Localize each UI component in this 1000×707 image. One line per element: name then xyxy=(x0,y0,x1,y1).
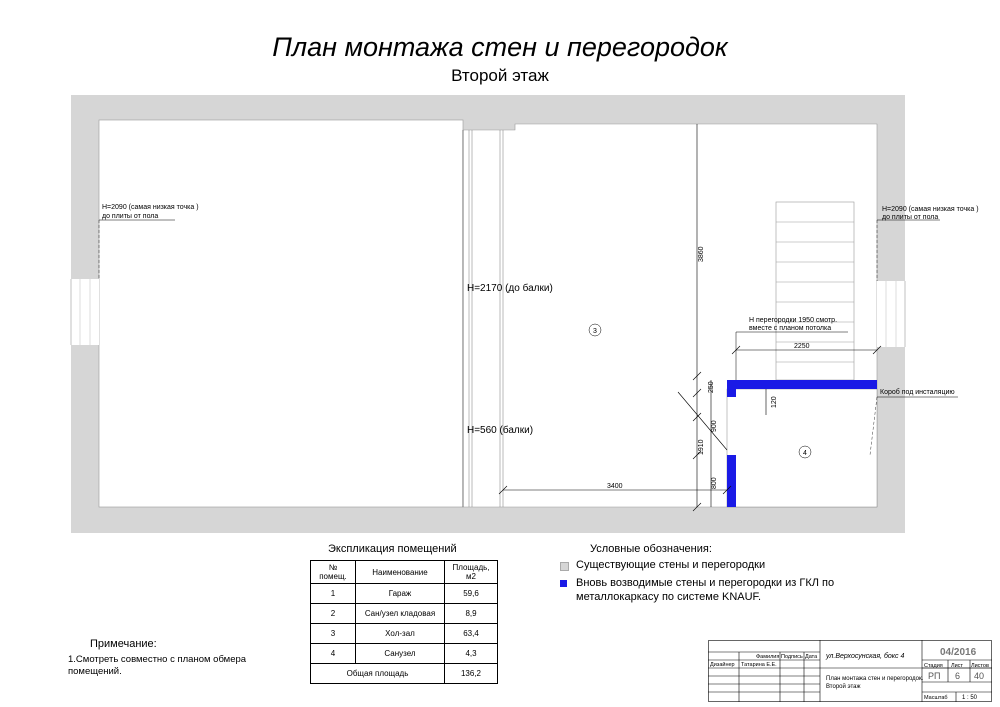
dim-900: 900 xyxy=(711,420,718,432)
beam-height-top: Н=2170 (до балки) xyxy=(467,283,553,294)
table-row: 1 Гараж 59,6 xyxy=(311,584,498,604)
dim-2250: 2250 xyxy=(794,343,810,350)
table-row: 4 Санузел 4,3 xyxy=(311,644,498,664)
note-left-line2: до плиты от пола xyxy=(102,213,159,220)
stamp-date: 04/2016 xyxy=(940,647,977,658)
legend-new-swatch xyxy=(560,580,567,587)
dim-800: 800 xyxy=(711,477,718,489)
total-label: Общая площадь xyxy=(311,664,445,684)
room-1-garage xyxy=(99,120,463,507)
legend-new-label-2: металлокаркасу по системе KNAUF. xyxy=(576,591,762,603)
stamp-col-surname: Фамилия xyxy=(756,654,780,660)
stamp-scale: 1 : 50 xyxy=(962,695,978,701)
header-number: № помещ. xyxy=(311,561,356,584)
new-wall-vertical xyxy=(727,455,736,507)
stamp-col-sign: Подпись xyxy=(781,654,803,660)
stamp-address: ул.Верхосунская, бокс 4 xyxy=(826,653,905,660)
note-title: Примечание: xyxy=(90,638,157,650)
dim-120: 120 xyxy=(771,396,778,408)
window-left xyxy=(71,279,99,345)
table-row: 3 Хол-зал 63,4 xyxy=(311,624,498,644)
explication-table xyxy=(310,560,498,684)
beam-height-bottom: Н=560 (балки) xyxy=(467,425,534,436)
header-area: Площадь, м2 xyxy=(445,561,498,584)
legend-new-label-1: Вновь возводимые стены и перегородки из ГКЛ по xyxy=(576,577,835,589)
table-row: 2 Сан/узел кладовая 8,9 xyxy=(311,604,498,624)
stamp-designer: Татарина Е.Е. xyxy=(741,662,777,668)
legend-title: Условные обозначения: xyxy=(590,543,712,555)
drawing-title: План монтажа стен и перегородок xyxy=(272,32,728,62)
svg-text:3: 3 xyxy=(593,328,597,335)
box-note: Короб под инсталяцию xyxy=(880,389,955,396)
dim-1910: 1910 xyxy=(698,439,705,455)
stamp-sheets-label: Листов xyxy=(971,663,989,669)
dim-250: 250 xyxy=(708,381,715,393)
table-row xyxy=(311,561,498,584)
title-block xyxy=(708,640,992,702)
svg-text:4: 4 xyxy=(803,450,807,457)
note-text: 1.Смотреть совместно с планом обмера помещений. xyxy=(68,654,247,677)
header-name: Наименование xyxy=(356,561,445,584)
window-right xyxy=(877,281,905,347)
stamp-sheets: 40 xyxy=(974,671,985,681)
partition-note-line2: вместе с планом потолка xyxy=(749,325,832,332)
explication-title: Экспликация помещений xyxy=(328,543,457,555)
table-row-total xyxy=(311,664,498,684)
legend-existing-swatch xyxy=(560,562,569,571)
stamp-scale-label: Масштаб xyxy=(924,695,948,701)
stamp-stage-label: Стадия xyxy=(924,663,943,669)
note-left-line1: Н=2090 (самая низкая точка ) xyxy=(102,204,199,211)
note-right-line2: до плиты от пола xyxy=(882,214,939,221)
legend-existing-label: Существующие стены и перегородки xyxy=(576,559,766,571)
stamp-doc-title-2: Второй этаж xyxy=(826,684,861,690)
stamp-sheet-label: Лист xyxy=(951,663,963,669)
stamp-sheet: 6 xyxy=(955,671,961,681)
stamp-role: Дизайнер xyxy=(710,662,735,668)
new-wall-corner xyxy=(727,380,736,397)
drawing-subtitle: Второй этаж xyxy=(451,66,549,85)
stamp-col-date: Дата xyxy=(805,654,818,660)
stamp-doc-title-1: План монтажа стен и перегородок. xyxy=(826,676,924,682)
dim-3860: 3860 xyxy=(698,246,705,262)
total-value: 136,2 xyxy=(445,664,498,684)
note-right-line1: Н=2090 (самая низкая точка ) xyxy=(882,206,979,213)
stamp-stage: РП xyxy=(928,671,941,681)
dim-3400: 3400 xyxy=(607,483,623,490)
new-wall-horizontal xyxy=(727,380,877,389)
partition-note-line1: Н перегородки 1950 смотр. xyxy=(749,317,838,324)
